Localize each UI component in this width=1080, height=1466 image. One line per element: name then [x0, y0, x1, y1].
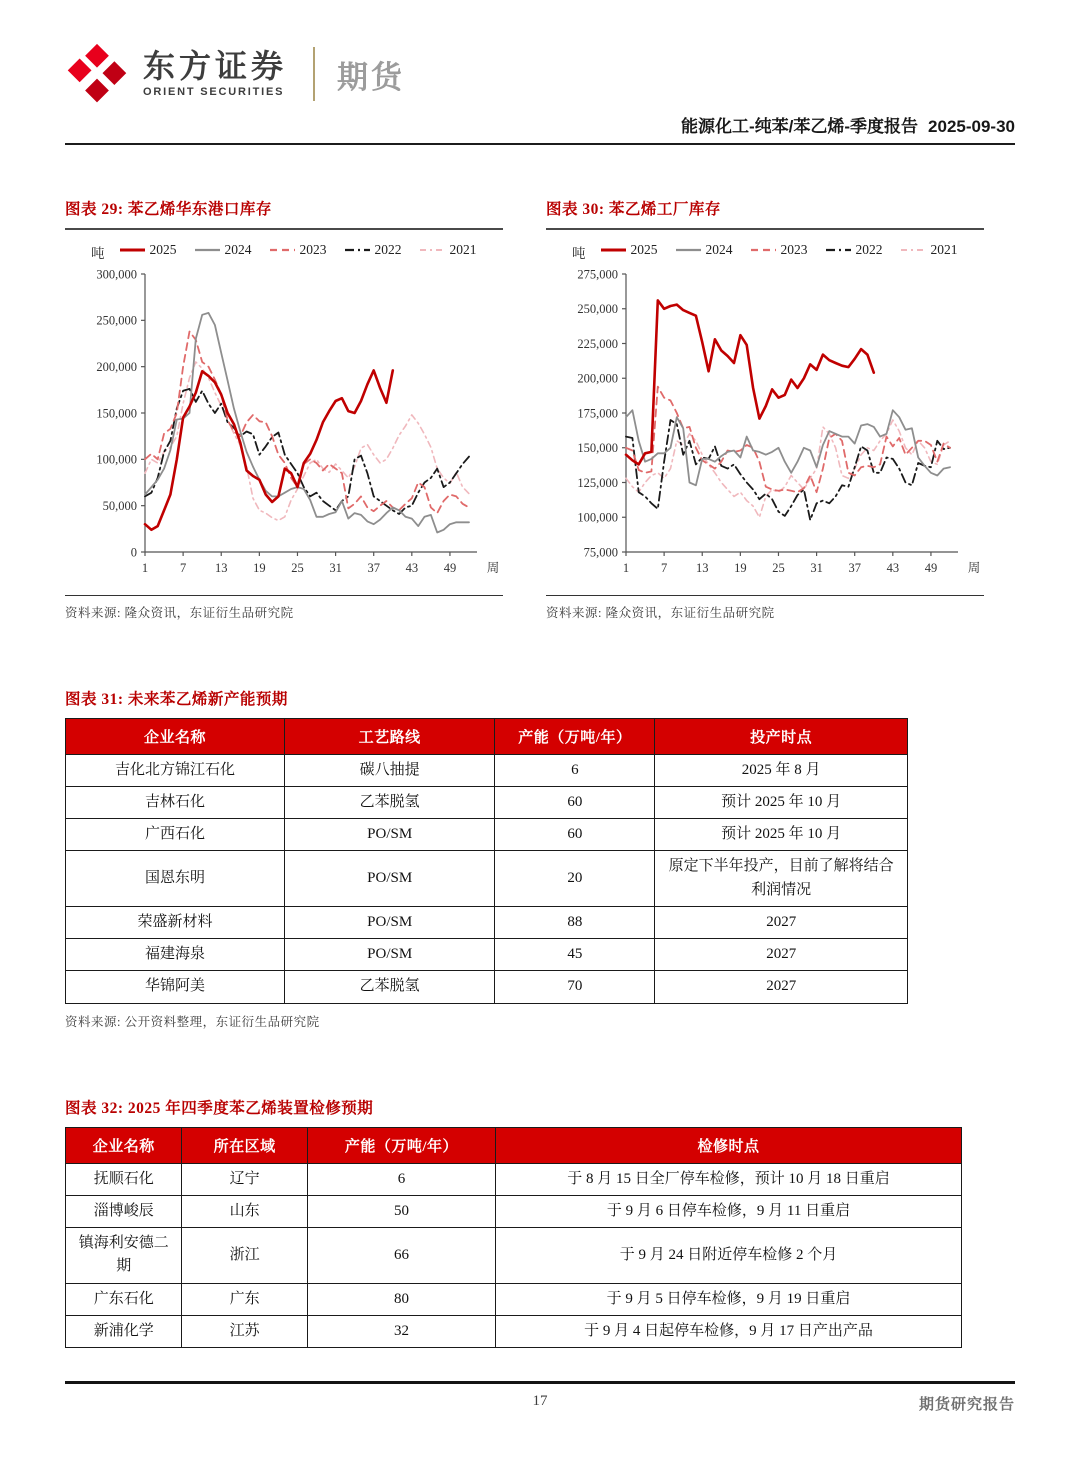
header-rule — [65, 143, 1015, 145]
legend-label: 2024 — [224, 241, 252, 257]
svg-text:1: 1 — [141, 560, 149, 575]
figure-rule — [65, 228, 503, 230]
table-cell: 于 9 月 4 日起停车检修，9 月 17 日产出产品 — [496, 1315, 962, 1347]
table-cell: 国恩东明 — [66, 851, 285, 907]
legend-swatch-2022 — [825, 246, 852, 254]
svg-text:225,000: 225,000 — [577, 336, 618, 351]
svg-text:200,000: 200,000 — [96, 359, 137, 374]
brand-divider — [313, 47, 315, 101]
table-row — [66, 786, 908, 818]
legend-item-2021 — [900, 242, 958, 258]
table-cell: 乙苯脱氢 — [284, 971, 495, 1003]
column-header: 企业名称 — [66, 1127, 182, 1163]
column-header: 所在区域 — [182, 1127, 307, 1163]
figure-31-title: 图表 31: 未来苯乙烯新产能预期 — [65, 690, 288, 708]
figure-rule — [546, 595, 984, 596]
series-line-2025 — [626, 300, 874, 464]
legend-label: 2025 — [630, 241, 658, 257]
table-cell: 45 — [495, 939, 655, 971]
table-row — [66, 906, 908, 938]
svg-text:13: 13 — [695, 560, 709, 575]
table-cell: 新浦化学 — [66, 1315, 182, 1347]
table-cell: 预计 2025 年 10 月 — [655, 819, 908, 851]
legend-swatch-2021 — [419, 246, 446, 254]
svg-text:49: 49 — [443, 560, 457, 575]
report-title-line — [65, 112, 1015, 137]
table-cell: 32 — [307, 1315, 495, 1347]
table-row — [66, 754, 908, 786]
table-cell: 淄博峻辰 — [66, 1195, 182, 1227]
factory-inventory-chart — [546, 260, 984, 588]
legend-items — [119, 242, 477, 258]
legend-item-2024 — [194, 242, 252, 258]
figure-31-section — [65, 687, 1015, 1030]
table-row — [66, 1195, 962, 1227]
svg-text:250,000: 250,000 — [577, 301, 618, 316]
table-cell: 80 — [307, 1283, 495, 1315]
legend-items — [600, 242, 958, 258]
brand-tag: 期货 — [337, 59, 406, 95]
svg-text:25: 25 — [772, 560, 785, 575]
maintenance-table — [65, 1127, 962, 1349]
svg-text:7: 7 — [179, 560, 187, 575]
series-line-2024 — [145, 312, 469, 532]
legend-label: 2021 — [930, 241, 958, 257]
table-cell: 福建海泉 — [66, 939, 285, 971]
svg-text:200,000: 200,000 — [577, 371, 618, 386]
legend-item-2022 — [344, 242, 402, 258]
table-cell: 20 — [495, 851, 655, 907]
brand-name-en: ORIENT SECURITIES — [143, 86, 285, 99]
table-header-row — [66, 1127, 962, 1163]
legend-swatch-2025 — [600, 246, 627, 254]
figure-31-source: 资料来源: 公开资料整理，东证衍生品研究院 — [65, 1014, 320, 1029]
charts-row — [65, 197, 1015, 621]
table-cell: PO/SM — [284, 906, 495, 938]
page-number: 17 — [532, 1392, 548, 1409]
table-cell: PO/SM — [284, 939, 495, 971]
orient-securities-logo — [65, 42, 129, 106]
figure-30-legend — [572, 238, 984, 261]
figure-30 — [546, 197, 984, 621]
svg-text:19: 19 — [253, 560, 266, 575]
table-cell: 60 — [495, 786, 655, 818]
legend-swatch-2021 — [900, 246, 927, 254]
svg-text:300,000: 300,000 — [96, 266, 137, 281]
legend-item-2022 — [825, 242, 883, 258]
svg-text:43: 43 — [886, 560, 900, 575]
table-cell: 抚顺石化 — [66, 1163, 182, 1195]
figure-rule — [546, 228, 984, 230]
table-cell: 于 8 月 15 日全厂停车检修，预计 10 月 18 日重启 — [496, 1163, 962, 1195]
figure-29-source: 资料来源: 隆众资讯，东证衍生品研究院 — [65, 605, 294, 620]
svg-text:1: 1 — [622, 560, 630, 575]
y-axis-unit: 吨 — [91, 245, 105, 261]
report-date: 2025-09-30 — [928, 117, 1015, 136]
legend-swatch-2025 — [119, 246, 146, 254]
svg-text:175,000: 175,000 — [577, 405, 618, 420]
series-line-2025 — [145, 370, 393, 529]
legend-label: 2021 — [449, 241, 477, 257]
table-cell: PO/SM — [284, 819, 495, 851]
table-cell: 原定下半年投产，目前了解将结合利润情况 — [655, 851, 908, 907]
table-cell: 70 — [495, 971, 655, 1003]
figure-29 — [65, 197, 503, 621]
table-cell: 6 — [495, 754, 655, 786]
table-cell: 2027 — [655, 971, 908, 1003]
svg-text:25: 25 — [291, 560, 304, 575]
table-cell: 88 — [495, 906, 655, 938]
legend-swatch-2023 — [269, 246, 296, 254]
svg-text:50,000: 50,000 — [102, 498, 137, 513]
table-cell: 山东 — [182, 1195, 307, 1227]
table-cell: 吉化北方锦江石化 — [66, 754, 285, 786]
svg-text:49: 49 — [924, 560, 938, 575]
legend-swatch-2024 — [675, 246, 702, 254]
new-capacity-table — [65, 718, 908, 1004]
table-row — [66, 1315, 962, 1347]
table-cell: 乙苯脱氢 — [284, 786, 495, 818]
legend-swatch-2024 — [194, 246, 221, 254]
page-header — [65, 38, 1015, 145]
table-row — [66, 1228, 962, 1284]
table-cell: 于 9 月 5 日停车检修，9 月 19 日重启 — [496, 1283, 962, 1315]
column-header: 投产时点 — [655, 718, 908, 754]
table-cell: PO/SM — [284, 851, 495, 907]
table-cell: 浙江 — [182, 1228, 307, 1284]
legend-item-2023 — [750, 242, 808, 258]
svg-text:13: 13 — [214, 560, 228, 575]
svg-text:0: 0 — [130, 544, 137, 559]
series-line-2023 — [626, 386, 950, 492]
legend-item-2021 — [419, 242, 477, 258]
table-cell: 于 9 月 6 日停车检修，9 月 11 日重启 — [496, 1195, 962, 1227]
legend-swatch-2023 — [750, 246, 777, 254]
column-header: 企业名称 — [66, 718, 285, 754]
figure-rule — [65, 595, 503, 596]
figure-29-legend — [91, 238, 503, 261]
legend-label: 2025 — [149, 241, 177, 257]
svg-text:275,000: 275,000 — [577, 266, 618, 281]
brand-block — [65, 38, 1015, 110]
table-cell: 广西石化 — [66, 819, 285, 851]
legend-label: 2024 — [705, 241, 733, 257]
footer-row — [65, 1393, 1015, 1417]
legend-label: 2023 — [780, 241, 808, 257]
column-header: 检修时点 — [496, 1127, 962, 1163]
table-cell: 荣盛新材料 — [66, 906, 285, 938]
figure-29-title: 图表 29: 苯乙烯华东港口库存 — [65, 201, 272, 218]
svg-text:125,000: 125,000 — [577, 475, 618, 490]
brand-text — [143, 47, 288, 99]
legend-label: 2022 — [374, 241, 402, 257]
footer-label: 期货研究报告 — [918, 1396, 1015, 1413]
svg-text:31: 31 — [329, 560, 342, 575]
figure-30-title: 图表 30: 苯乙烯工厂库存 — [546, 201, 721, 218]
legend-item-2025 — [119, 242, 177, 258]
table-cell: 吉林石化 — [66, 786, 285, 818]
table-cell: 广东 — [182, 1283, 307, 1315]
svg-text:周: 周 — [967, 560, 981, 575]
svg-text:37: 37 — [848, 560, 861, 575]
table-cell: 镇海利安德二期 — [66, 1228, 182, 1284]
table-row — [66, 819, 908, 851]
table-row — [66, 851, 908, 907]
table-cell: 华锦阿美 — [66, 971, 285, 1003]
legend-item-2024 — [675, 242, 733, 258]
column-header: 产能（万吨/年） — [495, 718, 655, 754]
legend-label: 2023 — [299, 241, 327, 257]
table-cell: 60 — [495, 819, 655, 851]
table-cell: 辽宁 — [182, 1163, 307, 1195]
legend-item-2023 — [269, 242, 327, 258]
legend-label: 2022 — [855, 241, 883, 257]
svg-text:周: 周 — [486, 560, 500, 575]
table-cell: 预计 2025 年 10 月 — [655, 786, 908, 818]
table-cell: 碳八抽提 — [284, 754, 495, 786]
svg-text:250,000: 250,000 — [96, 313, 137, 328]
column-header: 产能（万吨/年） — [307, 1127, 495, 1163]
svg-text:19: 19 — [734, 560, 747, 575]
table-cell: 2027 — [655, 906, 908, 938]
table-cell: 66 — [307, 1228, 495, 1284]
table-cell: 广东石化 — [66, 1283, 182, 1315]
figure-30-source: 资料来源: 隆众资讯，东证衍生品研究院 — [546, 605, 775, 620]
svg-text:150,000: 150,000 — [577, 440, 618, 455]
figure-32-section — [65, 1096, 1015, 1349]
legend-item-2025 — [600, 242, 658, 258]
svg-text:75,000: 75,000 — [583, 544, 618, 559]
footer-rule — [65, 1381, 1015, 1384]
brand-name-cn: 东方证券 — [143, 47, 288, 84]
svg-text:37: 37 — [367, 560, 380, 575]
svg-text:100,000: 100,000 — [577, 510, 618, 525]
page-footer — [65, 1381, 1015, 1417]
table-header-row — [66, 718, 908, 754]
svg-text:150,000: 150,000 — [96, 405, 137, 420]
port-inventory-chart — [65, 260, 503, 588]
svg-text:100,000: 100,000 — [96, 452, 137, 467]
table-cell: 50 — [307, 1195, 495, 1227]
table-cell: 江苏 — [182, 1315, 307, 1347]
table-cell: 6 — [307, 1163, 495, 1195]
y-axis-unit: 吨 — [572, 245, 586, 261]
series-line-2021 — [145, 362, 469, 521]
table-cell: 2025 年 8 月 — [655, 754, 908, 786]
svg-text:7: 7 — [660, 560, 668, 575]
report-title: 能源化工-纯苯/苯乙烯-季度报告 — [680, 117, 919, 136]
legend-swatch-2022 — [344, 246, 371, 254]
column-header: 工艺路线 — [284, 718, 495, 754]
table-cell: 于 9 月 24 日附近停车检修 2 个月 — [496, 1228, 962, 1284]
svg-text:31: 31 — [810, 560, 823, 575]
table-row — [66, 1283, 962, 1315]
table-cell: 2027 — [655, 939, 908, 971]
table-row — [66, 1163, 962, 1195]
table-row — [66, 971, 908, 1003]
table-row — [66, 939, 908, 971]
svg-text:43: 43 — [405, 560, 419, 575]
figure-32-title: 图表 32: 2025 年四季度苯乙烯装置检修预期 — [65, 1099, 374, 1117]
